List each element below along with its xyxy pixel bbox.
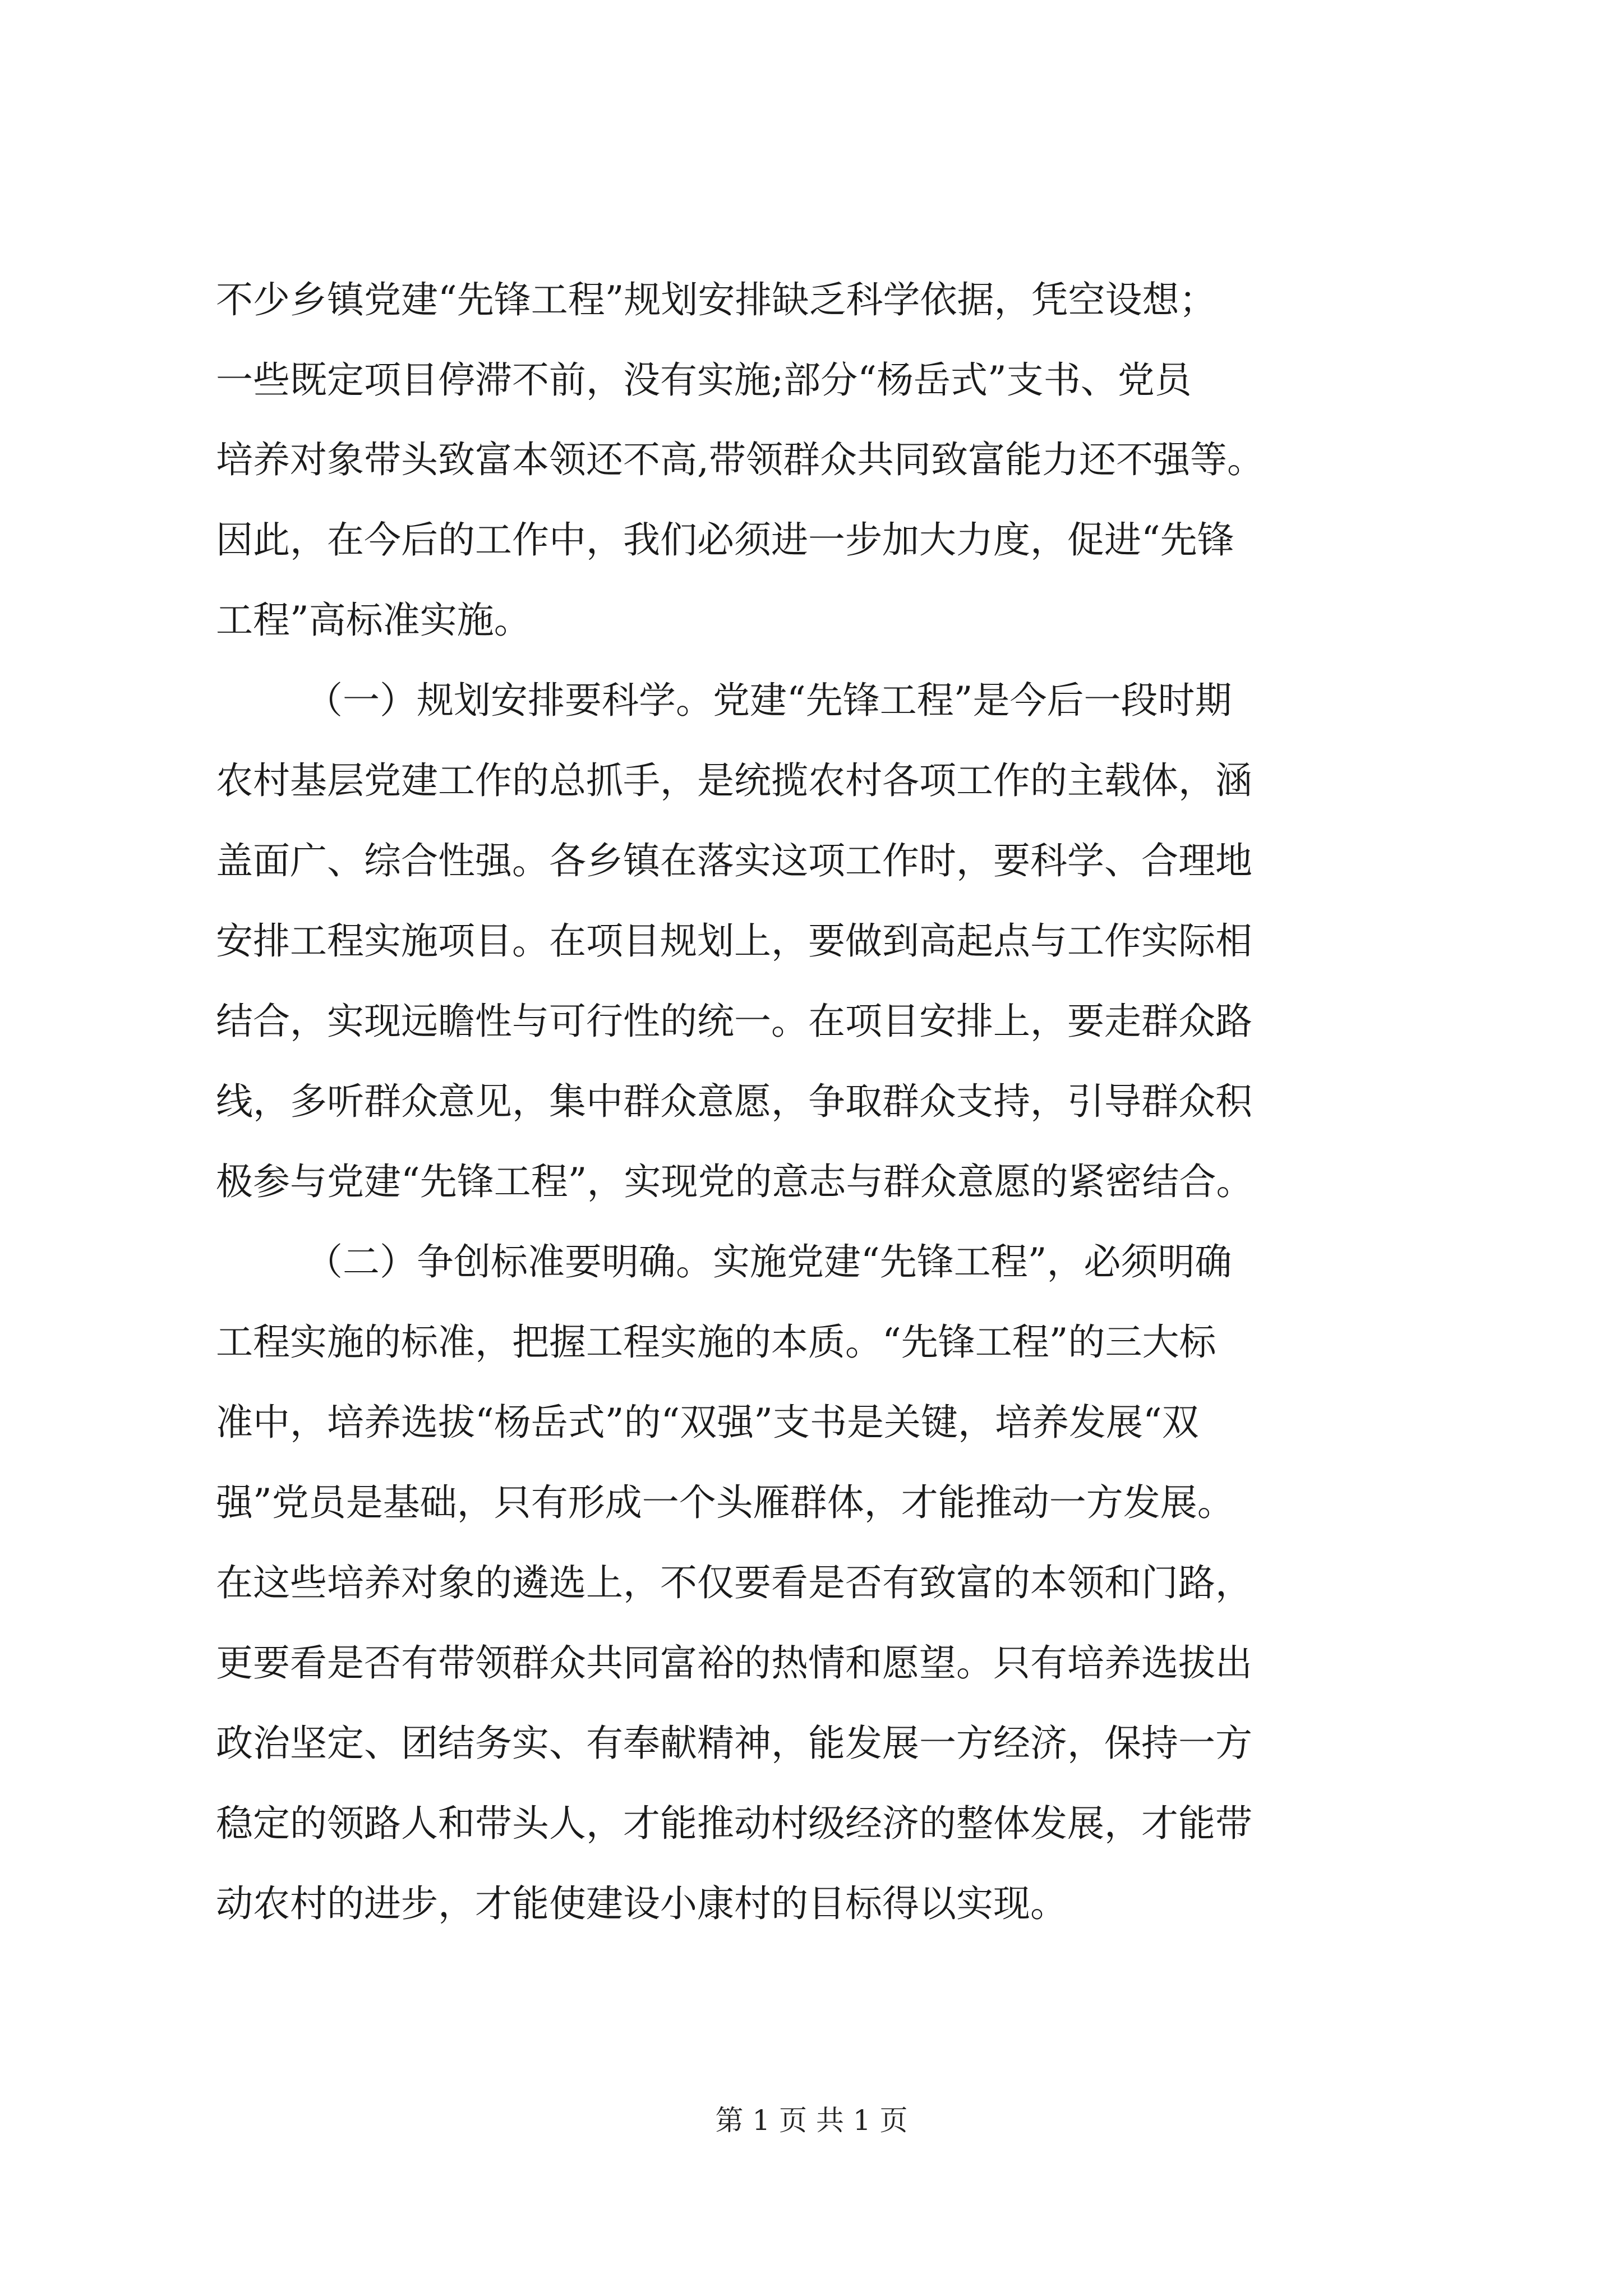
- body-text-line: 培养对象带头致富本领还不高,带领群众共同致富能力还不强等。: [216, 438, 1264, 481]
- body-text-line: 线，多听群众意见，集中群众意愿，争取群众支持，引导群众积: [216, 1080, 1252, 1123]
- body-text-line: 稳定的领路人和带头人，才能推动村级经济的整体发展，才能带: [216, 1802, 1252, 1845]
- body-text-line: 在这些培养对象的遴选上，不仅要看是否有致富的本领和门路，: [216, 1561, 1252, 1604]
- body-text-line: 结合，实现远瞻性与可行性的统一。在项目安排上，要走群众路: [216, 1000, 1252, 1043]
- body-text-line: 安排工程实施项目。在项目规划上，要做到高起点与工作实际相: [216, 919, 1252, 963]
- page-number-footer: 第 1 页 共 1 页: [715, 2104, 908, 2137]
- body-text-line: 盖面广、综合性强。各乡镇在落实这项工作时，要科学、合理地: [216, 839, 1252, 882]
- body-text-line: 政治坚定、团结务实、有奉献精神，能发展一方经济，保持一方: [216, 1722, 1252, 1765]
- body-text-line: 农村基层党建工作的总抓手，是统揽农村各项工作的主载体，涵: [216, 759, 1252, 802]
- paragraph-heading-line: （二）争创标准要明确。实施党建“先锋工程”，必须明确: [306, 1240, 1232, 1283]
- paragraph-heading-line: （一）规划安排要科学。党建“先锋工程”是今后一段时期: [306, 679, 1232, 722]
- body-text-line: 工程”高标准实施。: [216, 599, 531, 642]
- body-text-line: 强”党员是基础，只有形成一个头雁群体，才能推动一方发展。: [216, 1481, 1234, 1524]
- body-text-line: 动农村的进步，才能使建设小康村的目标得以实现。: [216, 1882, 1067, 1925]
- body-text-line: 准中，培养选拔“杨岳式”的“双强”支书是关键，培养发展“双: [216, 1401, 1199, 1444]
- body-text-line: 一些既定项目停滞不前，没有实施;部分“杨岳式”支书、党员: [216, 358, 1192, 402]
- body-text-line: 极参与党建“先锋工程”，实现党的意志与群众意愿的紧密结合。: [216, 1160, 1253, 1203]
- body-text-line: 工程实施的标准，把握工程实施的本质。“先锋工程”的三大标: [216, 1320, 1216, 1364]
- body-text-line: 更要看是否有带领群众共同富裕的热情和愿望。只有培养选拔出: [216, 1641, 1252, 1685]
- body-text-line: 因此，在今后的工作中，我们必须进一步加大力度，促进“先锋: [216, 518, 1234, 562]
- body-text-line: 不少乡镇党建“先锋工程”规划安排缺乏科学依据，凭空设想；: [216, 278, 1216, 321]
